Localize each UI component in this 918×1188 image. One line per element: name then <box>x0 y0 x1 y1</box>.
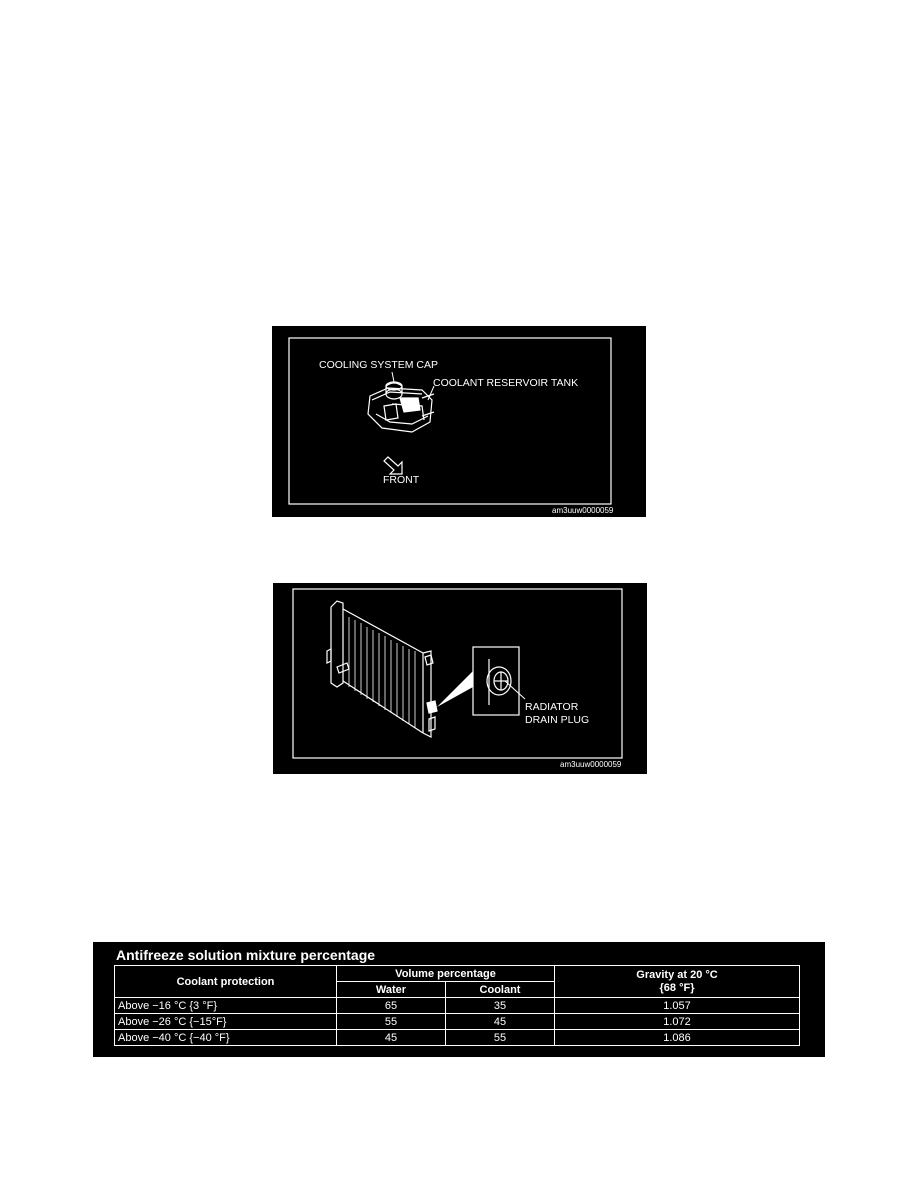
gravity-header <box>555 966 800 998</box>
gravity-header-line1: Gravity at 20 °C <box>636 968 718 981</box>
table-row <box>115 1014 800 1030</box>
figure-ref-code: am3uuw0000059 <box>552 506 614 515</box>
cooling-system-cap-drawing <box>386 382 402 399</box>
protection-cell: Above −26 °C {−15°F} <box>115 1014 337 1030</box>
front-label: FRONT <box>383 474 420 486</box>
front-arrow-icon <box>384 457 402 474</box>
table-row <box>115 1030 800 1046</box>
coolant-cell: 45 <box>446 1014 555 1030</box>
antifreeze-mixture-table <box>114 965 800 1046</box>
drain-plug-label: DRAIN PLUG <box>525 714 590 726</box>
table-row <box>115 998 800 1014</box>
radiator-drain-plug-figure <box>273 583 647 774</box>
water-header: Water <box>337 982 446 998</box>
radiator-illustration <box>273 583 647 774</box>
volume-percentage-header: Volume percentage <box>337 966 555 982</box>
water-cell: 55 <box>337 1014 446 1030</box>
water-cell: 65 <box>337 998 446 1014</box>
coolant-protection-header: Coolant protection <box>115 966 337 998</box>
gravity-cell: 1.057 <box>555 998 800 1014</box>
reservoir-tank-figure <box>272 326 646 517</box>
protection-cell: Above −16 °C {3 °F} <box>115 998 337 1014</box>
cap-leader-line <box>392 372 394 382</box>
coolant-cell: 35 <box>446 998 555 1014</box>
gravity-cell: 1.072 <box>555 1014 800 1030</box>
reservoir-tank-drawing <box>368 388 434 432</box>
coolant-reservoir-tank-label: COOLANT RESERVOIR TANK <box>433 377 579 389</box>
gravity-header-line2: {68 °F} <box>659 981 695 994</box>
figure-frame <box>293 589 622 758</box>
cooling-system-cap-label: COOLING SYSTEM CAP <box>319 359 439 371</box>
detail-callout-pointer <box>437 671 473 707</box>
table-title: Antifreeze solution mixture percentage <box>116 947 376 963</box>
protection-cell: Above −40 °C {−40 °F} <box>115 1030 337 1046</box>
coolant-header: Coolant <box>446 982 555 998</box>
figure-ref-code: am3uuw0000059 <box>560 760 622 769</box>
radiator-drawing <box>327 601 437 737</box>
radiator-label: RADIATOR <box>525 701 579 713</box>
coolant-cell: 55 <box>446 1030 555 1046</box>
gravity-cell: 1.086 <box>555 1030 800 1046</box>
table-header-row <box>115 966 800 982</box>
reservoir-tank-illustration <box>272 326 646 517</box>
water-cell: 45 <box>337 1030 446 1046</box>
drain-plug-icon <box>487 659 511 705</box>
antifreeze-mixture-table-block <box>93 942 825 1057</box>
